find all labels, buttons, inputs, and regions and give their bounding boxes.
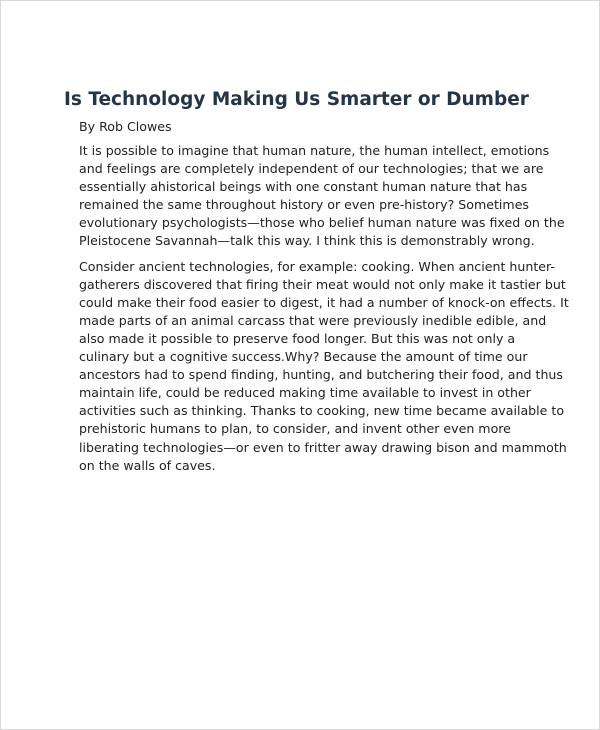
text-line: Pleistocene Savannah—talk this way. I think this is demonstrably wrong. — [79, 233, 535, 249]
paragraph-2 — [79, 258, 569, 475]
article-body — [79, 142, 569, 482]
text-line: prehistoric humans to plan, to consider, and invent other even more — [79, 421, 511, 437]
text-line: essentially ahistorical beings with one constant human nature that has — [79, 179, 528, 195]
text-line: maintain life, could be reduced making time available to invest in other — [79, 385, 531, 401]
text-line: liberating technologies—or even to fritter away drawing bison and mammoth — [79, 439, 567, 455]
text-line: and feelings are completely independent of our technologies; that we are — [79, 161, 544, 177]
text-line: ancestors had to spend finding, hunting, and butchering their food, and thus — [79, 367, 563, 383]
text-line: activities such as thinking. Thanks to cooking, new time became available to — [79, 403, 565, 419]
text-line: It is possible to imagine that human nature, the human intellect, emotions — [79, 143, 550, 158]
text-line: also made it possible to preserve food longer. But this was not only a — [79, 330, 516, 346]
text-line: on the walls of caves. — [79, 457, 216, 473]
text-line: gatherers discovered that firing their meat would not only make it tastier but — [79, 276, 566, 292]
text-line: evolutionary psychologists—those who belief human nature was fixed on the — [79, 215, 565, 231]
text-line: culinary but a cognitive success.Why? Because the amount of time our — [79, 349, 528, 365]
author-byline: By Rob Clowes — [79, 119, 172, 134]
text-line: could make their food easier to digest, it had a number of knock-on effects. It — [79, 294, 569, 310]
text-line: made parts of an animal carcass that were previously inedible edible, and — [79, 312, 547, 328]
text-line: remained the same throughout history or even pre-history? Sometimes — [79, 197, 529, 213]
document-title: Is Technology Making Us Smarter or Dumber — [64, 89, 529, 110]
paragraph-1 — [79, 142, 565, 251]
text-line: Consider ancient technologies, for example: cooking. When ancient hunter- — [79, 258, 555, 274]
